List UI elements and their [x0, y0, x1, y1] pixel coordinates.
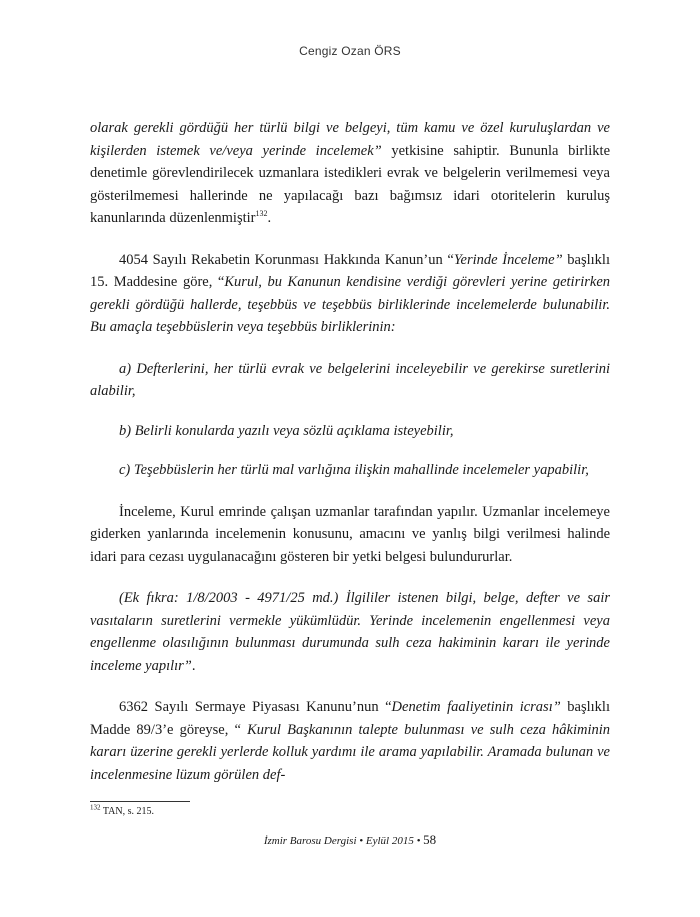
page-number: 58: [423, 832, 437, 847]
paragraph-sermaye-piyasasi: 6362 Sayılı Sermaye Piyasası Kanunu’nun “Denetim faaliyetinin icrası” başlıklı Madde 89/3’e göreyse, “ Kurul Başkanının talepte bulunması ve sulh ceza hâkiminin kararı üzerine gerekli yerlerde kolluk yardımı ile arama yapılabilir. Aramada bulunan ve incelenmesine lüzum görülen def-: [90, 699, 610, 783]
paragraph-rekabet-kanunu: 4054 Sayılı Rekabetin Korunması Hakkında Kanun’un “Yerinde İnceleme” başlıklı 15. Maddesine göre, “Kurul, bu Kanunun kendisine verdiği görevleri yerine getirirken gerekli gördüğü hallerde, teşebbüs ve teşebbüs birliklerinde incelemelerde bulunabilir. Bu amaçla teşebbüslerin veya teşebbüs birliklerinin:: [90, 251, 611, 335]
journal-name: İzmir Barosu Dergisi • Eylül 2015 •: [263, 835, 421, 847]
list-item-a: a) Defterlerini, her türlü evrak ve belgelerini inceleyebilir ve gerekirse suretlerini alabilir,: [90, 360, 610, 399]
list-item-c: c) Teşebbüslerin her türlü mal varlığına ilişkin mahallinde incelemeler yapabilir,: [119, 462, 589, 478]
footnote-reference[interactable]: 132: [255, 209, 268, 219]
main-text: [90, 117, 610, 786]
footnote-divider: [90, 801, 190, 802]
page-footer: [0, 832, 700, 848]
paragraph-inceleme: İnceleme, Kurul emrinde çalışan uzmanlar tarafından yapılır. Uzmanlar incelemeye giderken yanlarında incelemenin konusunu, amacını ve yanlış bilgi verilmesi halinde idari para cezası uygulanacağını gösteren bir yetki belgesi bulundururlar.: [90, 503, 610, 565]
list-item-b: b) Belirli konularda yazılı veya sözlü açıklama isteyebilir,: [119, 422, 454, 439]
paragraph-continuation: olarak gerekli gördüğü her türlü bilgi ve belgeyi, tüm kamu ve özel kuruluşlardan ve kişilerden istemek ve/veya yerinde incelemek” yetkisine sahiptir. Bununla birlikte denetimle görevlendirilecek uzmanlara istedikleri evrak ve belgelerin verilmemesi veya gösterilmemesi hallerinde ne yapılacağı bazı bağımsız idari otoritelerin kuruluş kanunlarında düzenlenmiştir$^{132}$.: [90, 120, 611, 226]
footnote: $^{132}$ TAN, s. 215.: [90, 803, 154, 817]
running-header: Cengiz Ozan ÖRS: [299, 44, 401, 58]
paragraph-ek-fikra: (Ek fıkra: 1/8/2003 - 4971/25 md.) İlgililer istenen bilgi, belge, defter ve sair vasıtaların suretlerini vermekle yükümlüdür. Yerinde incelemenin engellenmesi veya engellenme olasılığının bulunması durumunda sulh ceza hakiminin kararı ile yerinde inceleme yapılır”.: [90, 590, 610, 674]
